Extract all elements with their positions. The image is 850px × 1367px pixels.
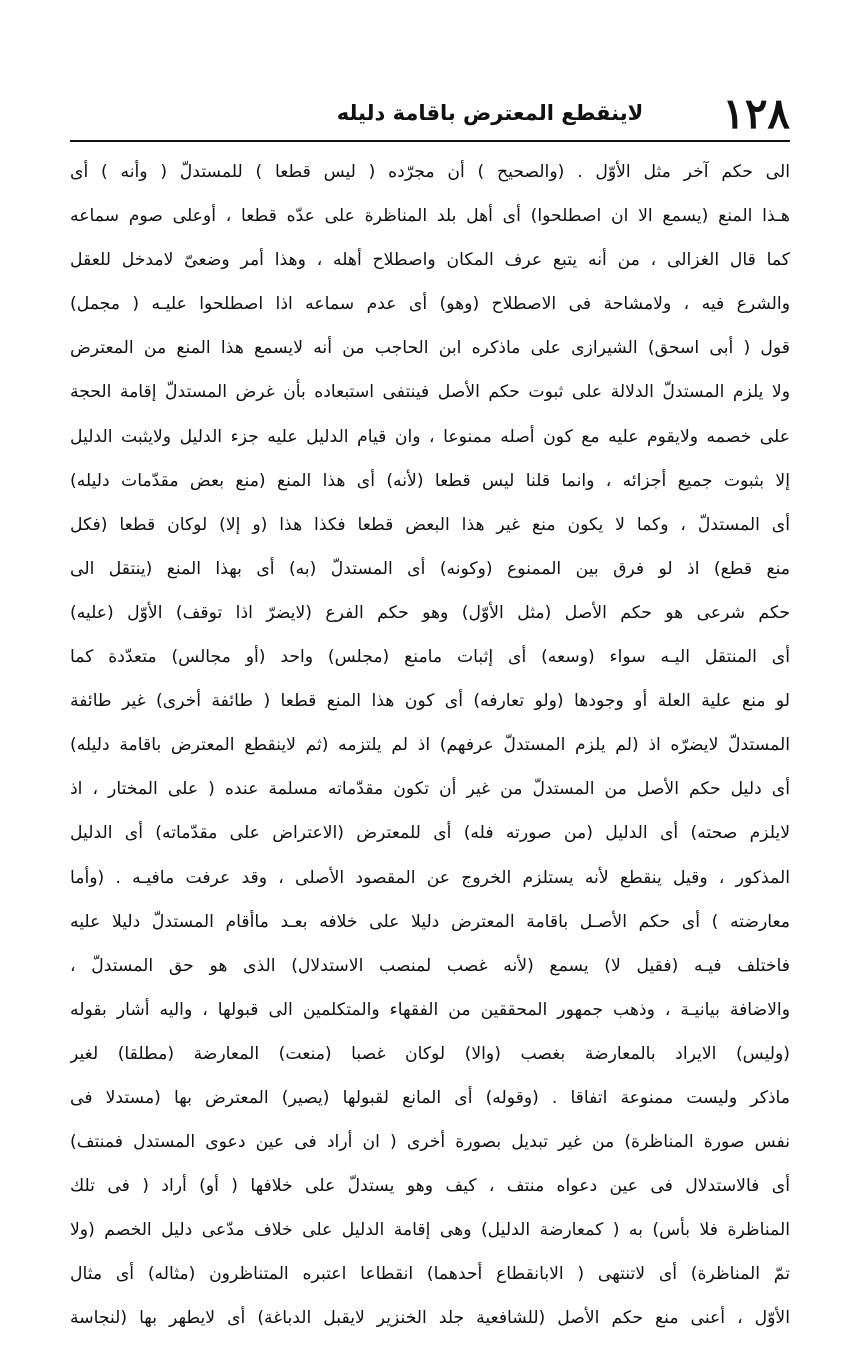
text-line: والشرع فيه ، ولامشاحة فى الاصطلاح (وهو) أى عدم سماعه اذا اصطلحوا عليـه ( مجمل) <box>70 294 790 315</box>
text-line: (وليس) الايراد بالمعارضة بغصب (والا) لوكان غصبا (منعت) المعارضة (مطلقا) لغير <box>70 1043 790 1064</box>
body-text <box>70 150 790 1341</box>
text-line: والاضافة بيانيـة ، وذهب جمهور المحققين من الفقهاء والمتكلمين الى قبولها ، واليه أشار بقوله <box>70 999 790 1020</box>
text-line: المناظرة فلا بأس) به ( كمعارضة الدليل) وهى إقامة الدليل على خلاف مدّعى دليل الخصم (ولا <box>70 1220 790 1241</box>
text-line: معارضته ) أى حكم الأصـل باقامة المعترض دليلا على خلافه بعـد ماأقام المستدلّ دليلا عليه <box>70 911 790 932</box>
text-line: المستدلّ لايضرّه اذ (لم يلزم المستدلّ عرفهم) اذ لم يلتزمه (ثم لاينقطع المعترض باقامة دليله) <box>70 735 790 756</box>
running-title: لاينقطع المعترض باقامة دليله <box>336 101 644 125</box>
text-line: قول ( أبى اسحق) الشيرازى على ماذكره ابن الحاجب من أنه لايسمع هذا المنع من المعترض <box>70 338 790 359</box>
text-line: ولا يلزم المستدلّ الدلالة على ثبوت حكم الأصل فينتفى استبعاده بأن غرض المستدلّ إقامة الحجة <box>70 382 790 403</box>
text-line: هـذا المنع (يسمع الا ان اصطلحوا) أى أهل بلد المناظرة على عدّه قطعا ، أوعلى صوم سماعه <box>70 206 790 227</box>
text-line: المذكور ، وقيل ينقطع لأنه يستلزم الخروج عن المقصود الأصلى ، وقد عرفت مافيـه . (وأما <box>70 867 790 888</box>
text-line: لو منع علية العلة أو وجودها (ولو تعارفه) أى كون هذا المنع قطعا ( طائفة أخرى) غير طائفة <box>70 691 790 712</box>
text-line: على خصمه ولايقوم عليه مع كون أصله ممنوعا ، وان قيام الدليل عليه جزء الدليل ولايثبت الدليل <box>70 426 790 447</box>
text-line: أى المستدلّ ، وكما لا يكون منع غير هذا البعض قطعا فكذا هذا (و إلا) لوكان قطعا (فكل <box>70 514 790 535</box>
text-line: أى فالاستدلال فى عين دعواه منتف ، كيف وهو يستدلّ على خلافها ( أو) أراد ( فى تلك <box>70 1176 790 1197</box>
text-line: لايلزم صحته) أى الدليل (من صورته فله) أى للمعترض (الاعتراض على مقدّماته) أى الدليل <box>70 823 790 844</box>
text-line: الى حكم آخر مثل الأوّل . (والصحيح ) أن مجرّده ( ليس قطعا ) للمستدلّ ( وأنه ) أى <box>70 162 790 182</box>
text-line: أى المنتقل اليـه سواء (وسعه) أى إثبات مامنع (مجلس) واحد (أو مجالس) متعدّدة كما <box>70 647 790 668</box>
text-line: الأوّل ، أعنى منع حكم الأصل (للشافعية جلد الخنزير لايقبل الدباغة) أى لايطهر بها (لنجاسة <box>70 1308 790 1329</box>
text-line: إلا بثبوت جميع أجزائه ، وانما قلنا ليس قطعا (لأنه) أى هذا المنع (منع بعض مقدّمات دليله) <box>70 470 790 491</box>
text-line: ماذكر وليست ممنوعة اتفاقا . (وقوله) أى المانع لقبولها (يصير) المعترض بها (مستدلا فى <box>70 1087 790 1108</box>
text-line: منع قطع) اذ لو فرق بين الممنوع (وكونه) أى المستدلّ (به) أى بهذا المنع (ينتقل الى <box>70 558 790 579</box>
text-line: نفس صورة المناظرة) من غير تبديل بصورة أخرى ( ان أراد فى عين دعوى المستدل فمنتف) <box>70 1132 790 1153</box>
text-line: فاختلف فيـه (فقيل لا) يسمع (لأنه غصب لمنصب الاستدلال) الذى هو حق المستدلّ ، <box>70 955 790 976</box>
text-line: حكم شرعى هو حكم الأصل (مثل الأوّل) وهو حكم الفرع (لايضرّ اذا توقف) الأوّل (عليه) <box>70 602 790 623</box>
page-number: ١٢٨ <box>722 89 790 138</box>
text-line: أى دليل حكم الأصل من المستدلّ من غير أن تكون مقدّماته مسلمة عنده ( على المختار ، اذ <box>70 779 790 800</box>
header-rule <box>70 140 790 142</box>
text-line: كما قال الغزالى ، من أنه يتبع عرف المكان واصطلاح أهله ، وهذا أمر وضعىّ لامدخل للعقل <box>70 250 790 271</box>
text-line: تمّ المناظرة) أى لاتنتهى ( الابانقطاع أحدهما) انقطاعا اعتبره المتناظرون (مثاله) أى مثال <box>70 1264 790 1285</box>
page-header <box>70 88 790 144</box>
